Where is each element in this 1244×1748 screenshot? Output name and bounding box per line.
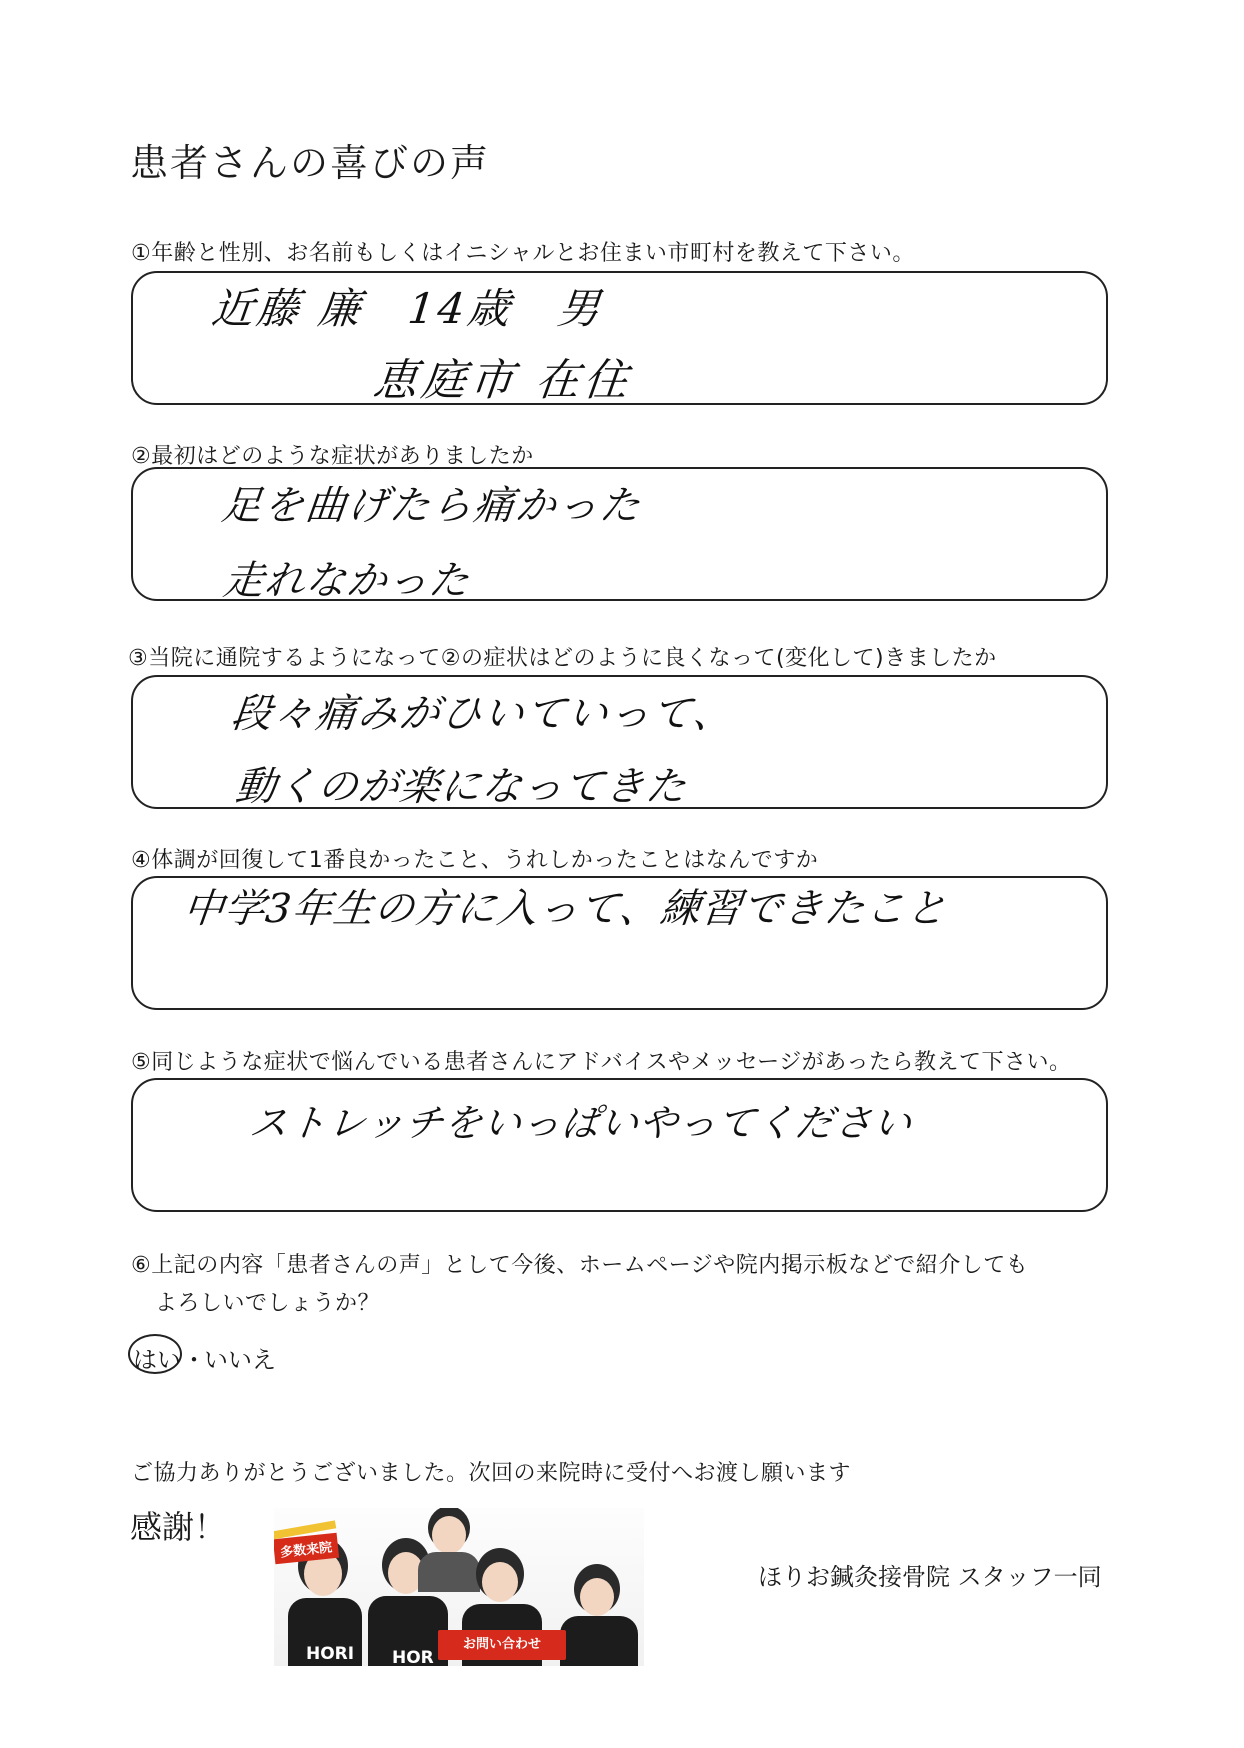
- popular-badge: 多数来院: [274, 1533, 339, 1565]
- answer-yes-option: はい: [133, 1346, 181, 1374]
- staff-photo: [274, 1508, 644, 1666]
- answer-5-line-1: ストレッチをいっぱいやってください: [247, 1101, 915, 1145]
- question-4-label: ④体調が回復して1番良かったこと、うれしかったことはなんですか: [131, 848, 819, 873]
- answer-2-line-2: 走れなかった: [221, 558, 473, 604]
- answer-3-line-1: 段々痛みがひいていって、: [229, 691, 738, 737]
- question-3-label: ③当院に通院するようになって②の症状はどのように良くなって(変化して)きましたか: [128, 646, 997, 671]
- shirt-logo: HORI: [306, 1644, 355, 1664]
- question-2-label: ②最初はどのような症状がありましたか: [131, 444, 534, 469]
- answer-4-line-1: 中学3年生の方に入って、練習できたこと: [181, 886, 950, 932]
- answer-no-option: いいえ: [204, 1346, 276, 1374]
- question-6-label-continued: よろしいでしょうか？: [155, 1291, 381, 1316]
- answer-3-line-2: 動くのが楽になってきた: [233, 764, 690, 810]
- question-6-label: ⑥上記の内容「患者さんの声」として今後、ホームページや院内掲示板などで紹介しても: [131, 1253, 1029, 1278]
- clinic-signature: ほりお鍼灸接骨院 スタッフ一同: [758, 1563, 1102, 1591]
- contact-button: お問い合わせ: [438, 1630, 566, 1660]
- answer-1-line-1: 近藤 廉 14歳 男: [209, 284, 606, 333]
- question-1-label: ①年齢と性別、お名前もしくはイニシャルとお住まい市町村を教えて下さい。: [131, 241, 915, 266]
- gratitude-text: 感謝！: [130, 1508, 227, 1546]
- thanks-line: ご協力ありがとうございました。次回の来院時に受付へお渡し願います: [131, 1461, 852, 1486]
- shirt-logo: HOR: [392, 1648, 434, 1666]
- page-title: 患者さんの喜びの声: [130, 141, 491, 185]
- answer-2-line-1: 足を曲げたら痛かった: [219, 483, 645, 529]
- answer-1-line-2: 恵庭市 在住: [370, 355, 635, 406]
- answer-separator: ・: [182, 1346, 206, 1374]
- question-5-label: ⑤同じような症状で悩んでいる患者さんにアドバイスやメッセージがあったら教えて下さい。: [131, 1050, 1072, 1075]
